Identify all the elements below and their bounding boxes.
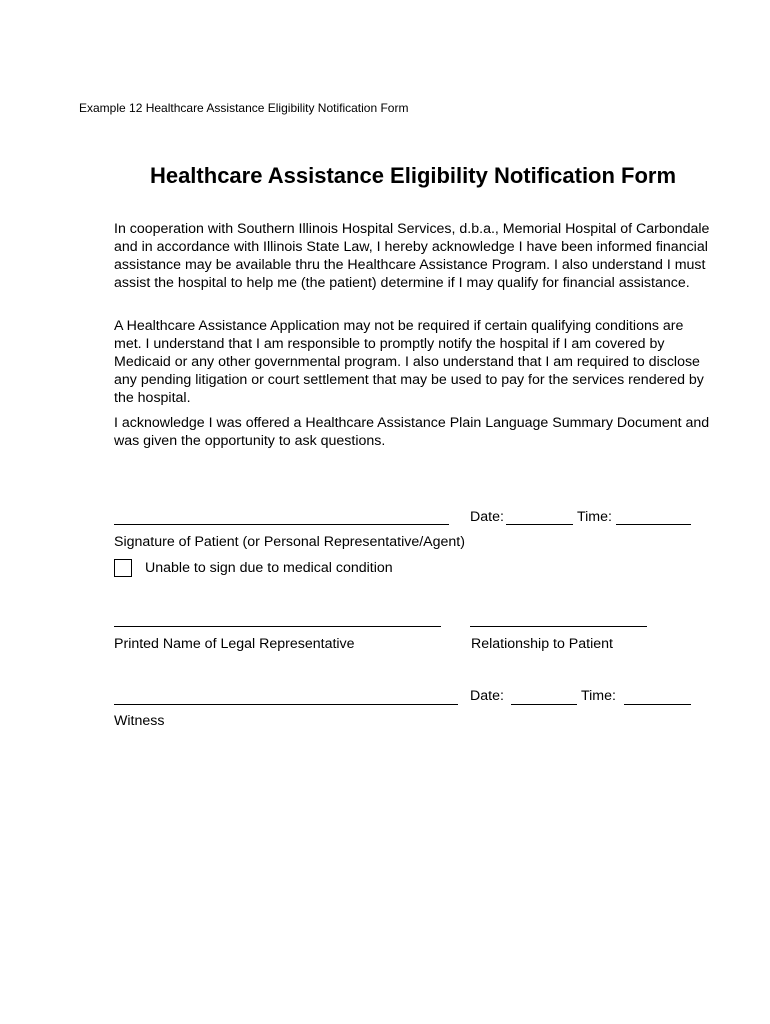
unable-to-sign-checkbox[interactable] <box>114 559 132 577</box>
page-title: Healthcare Assistance Eligibility Notification Form <box>149 163 677 188</box>
paragraph-conditions: A Healthcare Assistance Application may not be required if certain qualifying conditions are met. I understand that I am responsible to promptly notify the hospital if I am covered by Medicaid or any other governmental program. I also understand that I am required to disclose any pending litigation or court settlement that may be used to pay for the services rendered by the hospital. <box>114 318 704 406</box>
representative-name-line[interactable] <box>114 626 441 627</box>
signature-caption: Signature of Patient (or Personal Representative/Agent) <box>114 534 465 550</box>
relationship-line[interactable] <box>470 626 647 627</box>
representative-name-caption: Printed Name of Legal Representative <box>114 636 355 652</box>
witness-date-line[interactable] <box>511 704 577 705</box>
signature-time-line[interactable] <box>616 524 691 525</box>
witness-caption: Witness <box>114 713 165 729</box>
witness-date-label: Date: <box>470 688 504 704</box>
paragraph-summary-document: I acknowledge I was offered a Healthcare Assistance Plain Language Summary Document and was given the opportunity to ask questions. <box>114 415 710 449</box>
header-note: Example 12 Healthcare Assistance Eligibility Notification Form <box>79 101 409 115</box>
signature-date-line[interactable] <box>506 524 573 525</box>
witness-signature-line[interactable] <box>114 704 458 705</box>
witness-time-line[interactable] <box>624 704 691 705</box>
signature-time-label: Time: <box>577 509 612 525</box>
patient-signature-line[interactable] <box>114 524 449 525</box>
relationship-caption: Relationship to Patient <box>471 636 613 652</box>
signature-date-label: Date: <box>470 509 504 525</box>
unable-to-sign-label: Unable to sign due to medical condition <box>145 560 393 576</box>
paragraph-acknowledgement: In cooperation with Southern Illinois Hospital Services, d.b.a., Memorial Hospital of Carbondale and in accordance with Illinois State Law, I hereby acknowledge I have been informed financial assistance may be available thru the Healthcare Assistance Program. I also understand I must assist the hospital to help me (the patient) determine if I may qualify for financial assistance. <box>114 221 710 291</box>
witness-time-label: Time: <box>581 688 616 704</box>
